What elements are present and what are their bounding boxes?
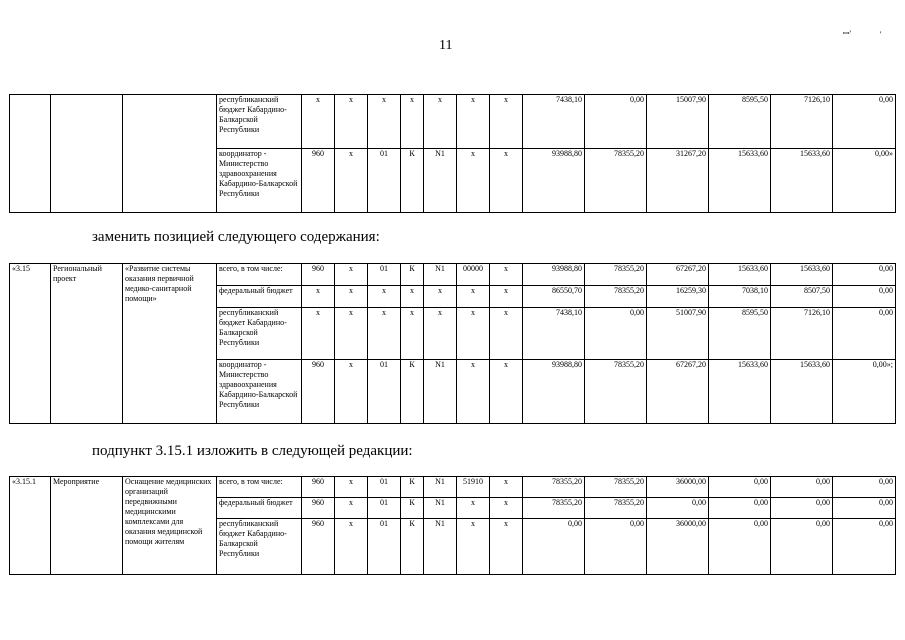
cell-csr-2: N1 <box>424 498 457 519</box>
cell-amount: 0,00 <box>585 519 647 575</box>
scan-mark: ꟷ' <box>843 29 851 38</box>
cell-number: «3.15.1 <box>10 477 51 575</box>
cell-csr-2: N1 <box>424 360 457 424</box>
cell-amount: 0,00 <box>833 498 896 519</box>
cell-vr: x <box>490 286 523 308</box>
page-number: 11 <box>439 38 453 53</box>
cell-type: Мероприятие <box>51 477 123 575</box>
cell-grbs: 960 <box>302 519 335 575</box>
cell-rz: x <box>335 498 368 519</box>
cell-amount: 15633,60 <box>709 360 771 424</box>
cell-source: федеральный бюджет <box>217 498 302 519</box>
cell-type: Региональный проект <box>51 264 123 424</box>
cell-amount: 0,00 <box>833 477 896 498</box>
cell-amount: 78355,20 <box>523 498 585 519</box>
cell-amount: 0,00 <box>647 498 709 519</box>
cell-grbs: 960 <box>302 264 335 286</box>
cell-csr-2: x <box>424 286 457 308</box>
cell-amount: 15633,60 <box>771 149 833 213</box>
cell-type <box>51 95 123 213</box>
cell-source: республиканский бюджет Кабардино-Балкарской Республики <box>217 519 302 575</box>
cell-grbs: 960 <box>302 149 335 213</box>
cell-amount: 0,00 <box>771 477 833 498</box>
cell-amount: 0,00»; <box>833 360 896 424</box>
cell-rz: x <box>335 360 368 424</box>
cell-source: республиканский бюджет Кабардино-Балкарской Республики <box>217 95 302 149</box>
cell-csr-1: x <box>401 286 424 308</box>
cell-amount: 7438,10 <box>523 95 585 149</box>
cell-csr-3: x <box>457 360 490 424</box>
cell-amount: 0,00 <box>833 95 896 149</box>
cell-vr: x <box>490 498 523 519</box>
cell-csr-1: x <box>401 308 424 360</box>
cell-source: координатор - Министерство здравоохранения Кабардино-Балкарской Республики <box>217 149 302 213</box>
cell-amount: 78355,20 <box>585 286 647 308</box>
cell-csr-2: N1 <box>424 149 457 213</box>
cell-rz: x <box>335 477 368 498</box>
cell-csr-3: x <box>457 95 490 149</box>
cell-amount: 15633,60 <box>709 149 771 213</box>
cell-source: федеральный бюджет <box>217 286 302 308</box>
cell-amount: 78355,20 <box>585 264 647 286</box>
cell-grbs: 960 <box>302 477 335 498</box>
cell-amount: 86550,70 <box>523 286 585 308</box>
cell-amount: 16259,30 <box>647 286 709 308</box>
cell-amount: 0,00 <box>709 477 771 498</box>
cell-amount: 7126,10 <box>771 308 833 360</box>
cell-csr-1: К <box>401 149 424 213</box>
cell-source: республиканский бюджет Кабардино-Балкарской Республики <box>217 308 302 360</box>
cell-rz: x <box>335 95 368 149</box>
cell-csr-2: N1 <box>424 264 457 286</box>
cell-amount: 8595,50 <box>709 308 771 360</box>
cell-vr: x <box>490 95 523 149</box>
budget-table-continuation <box>9 94 896 213</box>
cell-csr-1: x <box>401 95 424 149</box>
cell-amount: 15633,60 <box>771 360 833 424</box>
budget-table-3-15-1 <box>9 476 896 575</box>
cell-grbs: 960 <box>302 498 335 519</box>
cell-amount: 0,00» <box>833 149 896 213</box>
cell-csr-1: К <box>401 498 424 519</box>
cell-source: координатор - Министерство здравоохранения Кабардино-Балкарской Республики <box>217 360 302 424</box>
cell-rz: x <box>335 308 368 360</box>
cell-csr-3: x <box>457 498 490 519</box>
table-row <box>10 95 896 149</box>
cell-csr-2: x <box>424 95 457 149</box>
cell-csr-1: К <box>401 360 424 424</box>
cell-csr-3: 00000 <box>457 264 490 286</box>
cell-csr-3: 51910 <box>457 477 490 498</box>
cell-csr-1: К <box>401 477 424 498</box>
cell-pr: x <box>368 286 401 308</box>
cell-vr: x <box>490 477 523 498</box>
cell-amount: 7438,10 <box>523 308 585 360</box>
cell-csr-3: x <box>457 149 490 213</box>
cell-grbs: 960 <box>302 360 335 424</box>
cell-pr: 01 <box>368 519 401 575</box>
cell-vr: x <box>490 149 523 213</box>
cell-name: «Развитие системы оказания первичной медико-санитарной помощи» <box>123 264 217 424</box>
cell-source: всего, в том числе: <box>217 264 302 286</box>
budget-table-3-15 <box>9 263 896 424</box>
cell-vr: x <box>490 360 523 424</box>
cell-csr-1: К <box>401 519 424 575</box>
cell-amount: 0,00 <box>771 498 833 519</box>
cell-amount: 78355,20 <box>585 360 647 424</box>
cell-vr: x <box>490 308 523 360</box>
cell-csr-1: К <box>401 264 424 286</box>
cell-amount: 67267,20 <box>647 264 709 286</box>
cell-rz: x <box>335 519 368 575</box>
cell-grbs: x <box>302 286 335 308</box>
cell-amount: 15633,60 <box>709 264 771 286</box>
cell-amount: 15007,90 <box>647 95 709 149</box>
cell-csr-2: N1 <box>424 519 457 575</box>
cell-amount: 8595,50 <box>709 95 771 149</box>
cell-pr: 01 <box>368 498 401 519</box>
cell-amount: 31267,20 <box>647 149 709 213</box>
scan-mark: ' <box>880 30 882 39</box>
cell-amount: 78355,20 <box>585 498 647 519</box>
cell-amount: 0,00 <box>585 95 647 149</box>
cell-pr: x <box>368 308 401 360</box>
cell-grbs: x <box>302 95 335 149</box>
cell-amount: 0,00 <box>833 308 896 360</box>
cell-csr-3: x <box>457 308 490 360</box>
cell-number <box>10 95 51 213</box>
cell-rz: x <box>335 286 368 308</box>
cell-rz: x <box>335 264 368 286</box>
cell-csr-3: x <box>457 286 490 308</box>
cell-amount: 0,00 <box>771 519 833 575</box>
cell-name: Оснащение медицинских организаций передвижными медицинскими комплексами для оказания медицинской помощи жителям <box>123 477 217 575</box>
cell-amount: 0,00 <box>833 264 896 286</box>
cell-amount: 0,00 <box>833 286 896 308</box>
cell-amount: 93988,80 <box>523 264 585 286</box>
cell-amount: 36000,00 <box>647 519 709 575</box>
cell-rz: x <box>335 149 368 213</box>
cell-amount: 93988,80 <box>523 360 585 424</box>
cell-amount: 78355,20 <box>523 477 585 498</box>
cell-amount: 78355,20 <box>585 149 647 213</box>
cell-number: «3.15 <box>10 264 51 424</box>
cell-pr: 01 <box>368 477 401 498</box>
cell-amount: 51007,90 <box>647 308 709 360</box>
section-heading: заменить позицией следующего содержания: <box>92 229 380 245</box>
cell-vr: x <box>490 264 523 286</box>
cell-amount: 0,00 <box>523 519 585 575</box>
cell-amount: 93988,80 <box>523 149 585 213</box>
table-row <box>10 477 896 498</box>
cell-vr: x <box>490 519 523 575</box>
cell-amount: 0,00 <box>709 498 771 519</box>
cell-source: всего, в том числе: <box>217 477 302 498</box>
cell-csr-3: x <box>457 519 490 575</box>
cell-amount: 15633,60 <box>771 264 833 286</box>
section-heading: подпункт 3.15.1 изложить в следующей редакции: <box>92 443 413 459</box>
cell-amount: 67267,20 <box>647 360 709 424</box>
cell-csr-2: N1 <box>424 477 457 498</box>
cell-amount: 78355,20 <box>585 477 647 498</box>
cell-amount: 8507,50 <box>771 286 833 308</box>
cell-pr: 01 <box>368 264 401 286</box>
cell-amount: 0,00 <box>709 519 771 575</box>
cell-amount: 0,00 <box>585 308 647 360</box>
table-row <box>10 264 896 286</box>
cell-name <box>123 95 217 213</box>
cell-amount: 0,00 <box>833 519 896 575</box>
cell-pr: 01 <box>368 149 401 213</box>
cell-amount: 7038,10 <box>709 286 771 308</box>
cell-amount: 36000,00 <box>647 477 709 498</box>
cell-pr: 01 <box>368 360 401 424</box>
cell-grbs: x <box>302 308 335 360</box>
cell-amount: 7126,10 <box>771 95 833 149</box>
cell-pr: x <box>368 95 401 149</box>
cell-csr-2: x <box>424 308 457 360</box>
